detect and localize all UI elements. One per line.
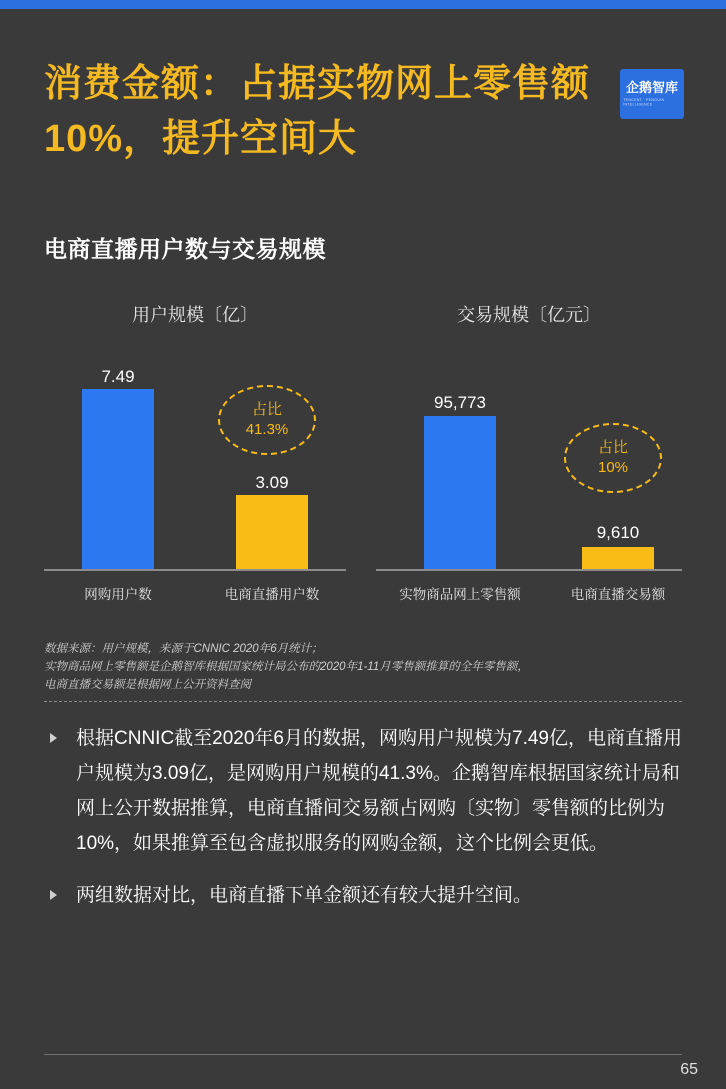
bar-left-2-value: 3.09 [255, 473, 289, 492]
chart-title-left: 用户规模〔亿〕 [132, 305, 258, 325]
top-accent-bar [0, 0, 726, 9]
bullet-list [44, 721, 694, 929]
charts-container [40, 301, 686, 621]
axis-line-left [44, 569, 346, 571]
annotation-bubble-right [564, 423, 662, 493]
list-item [44, 721, 694, 862]
logo-mark: 企鹅智库 [625, 80, 678, 95]
list-item-text: 根据CNNIC截至2020年6月的数据，网购用户规模为7.49亿，电商直播用户规模为3.09亿，是网购用户规模的41.3%。企鹅智库根据国家统计局和网上公开数据推算，电商直播间交易额占网购〔实物〕零售额的比例为10%，如果推算至包含虚拟服务的网购金额，这个比例会更低。 [76, 728, 682, 855]
source-line-3: 电商直播交易额是根据网上公开资料查阅 [44, 678, 251, 691]
page-number: 65 [680, 1061, 698, 1078]
axis-line-right [376, 569, 682, 571]
logo-subtext: TENCENT · PENGUIN INTELLIGENCE [623, 97, 665, 107]
chart-transaction-scale [372, 301, 686, 621]
bar-right-2-value: 9,610 [596, 523, 640, 542]
bar-left-1-label: 网购用户数 [84, 587, 152, 602]
bar-left-2 [236, 495, 308, 569]
bar-left-1-value: 7.49 [101, 367, 135, 386]
source-note [44, 641, 674, 694]
bar-right-2-label: 电商直播交易额 [570, 587, 666, 602]
chart-title-right: 交易规模〔亿元〕 [457, 305, 601, 325]
source-line-2: 实物商品网上零售额是企鹅智库根据国家统计局公布的2020年1-11月零售额推算的全年零售额， [44, 660, 529, 673]
list-item-text: 两组数据对比，电商直播下单金额还有较大提升空间。 [76, 884, 533, 906]
footer-divider [44, 1054, 682, 1055]
annotation-left-value: 41.3% [245, 421, 289, 438]
bullet-triangle-icon [50, 733, 57, 743]
annotation-left-label: 占比 [251, 400, 282, 418]
content-divider [44, 701, 682, 702]
chart-user-scale [40, 301, 350, 621]
bar-right-1 [424, 416, 496, 569]
slide-body [0, 9, 726, 1089]
bar-right-2 [582, 547, 654, 569]
bar-left-2-label: 电商直播用户数 [224, 587, 320, 602]
bar-right-1-label: 实物商品网上零售额 [399, 587, 521, 602]
brand-logo [620, 69, 684, 119]
bar-right-1-value: 95,773 [434, 393, 486, 412]
page-title: 消费金额：占据实物网上零售额10%，提升空间大 [44, 63, 591, 161]
annotation-bubble-left [218, 385, 316, 455]
source-line-1: 数据来源：用户规模，来源于CNNIC 2020年6月统计； [44, 643, 323, 655]
annotation-right-value: 10% [597, 459, 629, 476]
list-item [44, 878, 694, 913]
section-title: 电商直播用户数与交易规模 [44, 236, 326, 262]
bullet-triangle-icon [50, 890, 57, 900]
bar-left-1 [82, 389, 154, 569]
annotation-right-label: 占比 [597, 438, 628, 456]
